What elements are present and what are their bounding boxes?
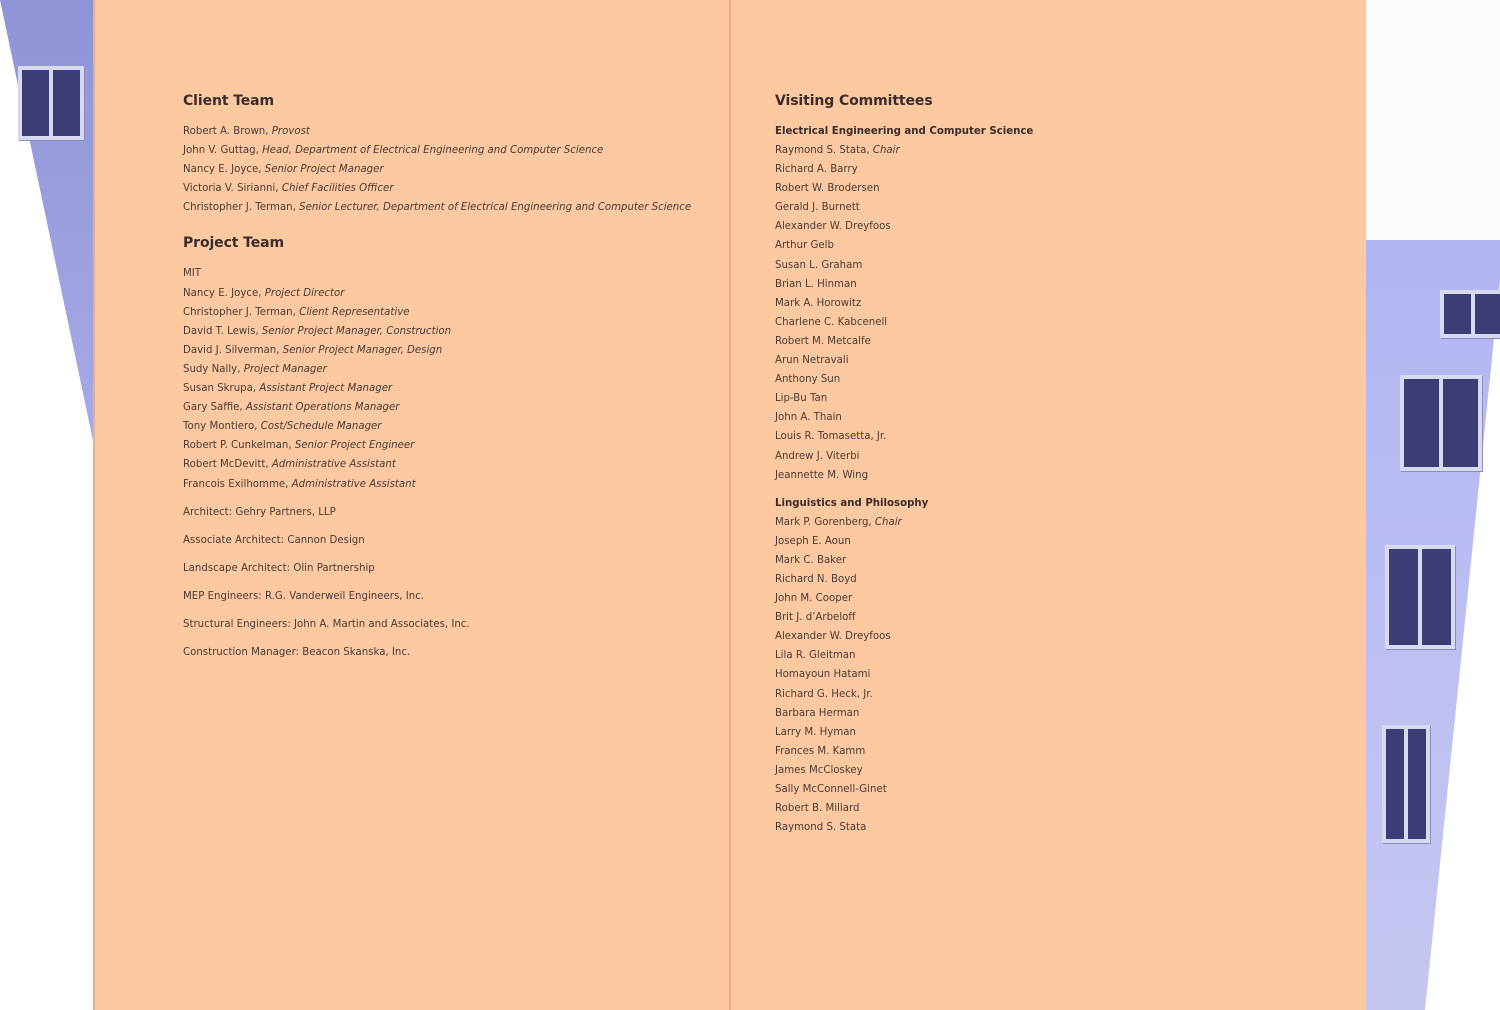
client-team-member: Nancy E. Joyce, Senior Project Manager: [183, 164, 384, 176]
eecs-member: Susan L. Graham: [775, 259, 863, 271]
left-page: [93, 0, 732, 1010]
window-left-top: [18, 66, 84, 140]
linguistics-member: Lila R. Gleitman: [775, 650, 856, 662]
white-margin-right: [1365, 0, 1500, 250]
eecs-member: Arun Netravali: [775, 355, 849, 367]
linguistics-member: Richard G. Heck, Jr.: [775, 688, 873, 700]
building-photo-left: [0, 0, 100, 1010]
member-name: Robert A. Brown: [183, 126, 266, 137]
linguistics-chair: Mark P. Gorenberg, Chair: [775, 516, 902, 528]
linguistics-chair-name: Mark P. Gorenberg: [775, 516, 869, 528]
client-team-heading: Client Team: [183, 93, 275, 109]
member-name: Robert P. Cunkelman: [183, 440, 289, 452]
visiting-committees-heading: Visiting Committees: [775, 93, 933, 109]
linguistics-member: Raymond S. Stata: [775, 822, 867, 834]
project-team-heading: Project Team: [183, 235, 284, 252]
member-role: Senior Project Manager, Construction: [261, 325, 452, 337]
project-team-member: Nancy E. Joyce, Project Director: [183, 287, 345, 299]
member-role: Assistant Project Manager: [259, 383, 393, 395]
member-role: Assistant Operations Manager: [245, 402, 400, 414]
eecs-member: John A. Thain: [775, 412, 842, 424]
eecs-committee-title: Electrical Engineering and Computer Science: [775, 126, 1034, 137]
project-team-member: David J. Silverman, Senior Project Manager, Design: [183, 344, 443, 356]
eecs-chair: Raymond S. Stata, Chair: [775, 145, 900, 156]
firm-credit: MEP Engineers: R.G. Vanderweil Engineers, Inc.: [183, 590, 425, 602]
project-team-member: Susan Skrupa, Assistant Project Manager: [183, 383, 393, 395]
linguistics-member: Frances M. Kamm: [775, 745, 866, 757]
linguistics-chair-role: Chair: [874, 516, 902, 528]
member-name: Susan Skrupa: [183, 383, 253, 395]
project-team-member: Christopher J. Terman, Client Representative: [183, 306, 410, 318]
linguistics-member: James McCloskey: [775, 764, 863, 776]
eecs-member: Arthur Gelb: [775, 240, 834, 252]
window-right-1: [1440, 290, 1500, 338]
project-team-member: David T. Lewis, Senior Project Manager, Construction: [183, 325, 452, 337]
firm-credit: Landscape Architect: Olin Partnership: [183, 562, 375, 574]
right-page-content: [775, 93, 1033, 837]
linguistics-member: Brit J. d’Arbeloff: [775, 612, 856, 624]
member-name: Gary Saffie: [183, 402, 240, 414]
member-role: Client Representative: [299, 306, 410, 318]
member-name: Christopher J. Terman: [183, 202, 293, 214]
client-team-member: John V. Guttag, Head, Department of Electrical Engineering and Computer Science: [183, 145, 604, 157]
firm-credit: Construction Manager: Beacon Skanska, Inc.: [183, 647, 411, 659]
right-page: [731, 0, 1366, 1010]
linguistics-member: Sally McConnell-Ginet: [775, 784, 887, 795]
window-right-3: [1385, 545, 1455, 649]
linguistics-member: Homayoun Hatami: [775, 669, 871, 681]
linguistics-member: John M. Cooper: [775, 593, 853, 605]
client-team-member: Victoria V. Sirianni, Chief Facilities Officer: [183, 183, 394, 195]
member-name: David J. Silverman: [183, 344, 277, 356]
eecs-member: Mark A. Horowitz: [775, 297, 862, 309]
project-team-list: [183, 284, 691, 494]
member-name: Nancy E. Joyce: [183, 164, 259, 176]
member-name: Robert McDevitt: [183, 459, 266, 471]
client-team-list: [183, 122, 691, 217]
member-role: Head, Department of Electrical Engineering and Computer Science: [262, 145, 604, 157]
client-team-member: Robert A. Brown, Provost: [183, 126, 310, 137]
eecs-chair-role: Chair: [872, 145, 900, 156]
linguistics-member: Barbara Herman: [775, 707, 860, 719]
linguistics-member: Robert B. Millard: [775, 803, 860, 815]
eecs-member: Jeannette M. Wing: [775, 469, 869, 481]
member-name: Sudy Nally: [183, 363, 238, 375]
project-team-member: Tony Montiero, Cost/Schedule Manager: [183, 421, 382, 433]
eecs-member: Andrew J. Viterbi: [775, 450, 860, 462]
eecs-member: Louis R. Tomasetta, Jr.: [775, 431, 887, 443]
eecs-member: Gerald J. Burnett: [775, 202, 860, 214]
window-right-4: [1382, 725, 1430, 843]
linguistics-member-list: [775, 532, 1033, 838]
project-team-member: Gary Saffie, Assistant Operations Manager: [183, 402, 400, 414]
eecs-member: Brian L. Hinman: [775, 278, 857, 290]
member-role: Chief Facilities Officer: [281, 183, 394, 195]
left-page-content: [183, 93, 691, 662]
member-role: Project Director: [264, 287, 345, 299]
eecs-member: Alexander W. Dreyfoos: [775, 221, 891, 233]
member-role: Senior Lecturer, Department of Electrical Engineering and Computer Science: [299, 202, 692, 214]
project-team-member: Robert P. Cunkelman, Senior Project Engineer: [183, 440, 415, 452]
linguistics-committee-title: Linguistics and Philosophy: [775, 497, 929, 509]
member-role: Administrative Assistant: [291, 478, 416, 490]
eecs-member: Anthony Sun: [775, 374, 841, 386]
firm-credit: Structural Engineers: John A. Martin and Associates, Inc.: [183, 618, 470, 630]
firm-list: [183, 494, 691, 663]
member-name: Nancy E. Joyce: [183, 287, 259, 299]
firm-credit: Architect: Gehry Partners, LLP: [183, 506, 336, 518]
project-team-org: MIT: [183, 268, 202, 280]
member-name: Francois Exilhomme: [183, 478, 286, 490]
linguistics-member: Alexander W. Dreyfoos: [775, 631, 891, 643]
member-name: Victoria V. Sirianni: [183, 183, 276, 195]
project-team-member: Sudy Nally, Project Manager: [183, 363, 327, 375]
eecs-member: Lip-Bu Tan: [775, 393, 828, 405]
eecs-member: Robert M. Metcalfe: [775, 335, 871, 347]
firm-credit: Associate Architect: Cannon Design: [183, 534, 365, 546]
project-team-member: Francois Exilhomme, Administrative Assistant: [183, 478, 416, 490]
eecs-member: Charlene C. Kabcenell: [775, 316, 888, 328]
client-team-member: Christopher J. Terman, Senior Lecturer, Department of Electrical Engineering and Computer Science: [183, 202, 692, 214]
window-right-2: [1400, 375, 1482, 471]
linguistics-member: Larry M. Hyman: [775, 726, 856, 738]
eecs-member: Robert W. Brodersen: [775, 183, 880, 195]
member-role: Cost/Schedule Manager: [260, 421, 382, 433]
member-name: Tony Montiero: [183, 421, 255, 433]
member-role: Provost: [271, 126, 310, 137]
member-role: Project Manager: [243, 363, 327, 375]
eecs-chair-name: Raymond S. Stata: [775, 145, 867, 156]
member-name: John V. Guttag: [183, 145, 256, 157]
member-role: Senior Project Engineer: [294, 440, 415, 452]
member-role: Administrative Assistant: [271, 459, 396, 471]
linguistics-member: Mark C. Baker: [775, 554, 847, 566]
member-role: Senior Project Manager, Design: [282, 344, 443, 356]
eecs-member: Richard A. Barry: [775, 164, 858, 176]
eecs-member-list: [775, 160, 1033, 485]
project-team-member: Robert McDevitt, Administrative Assistant: [183, 459, 396, 471]
member-name: David T. Lewis: [183, 325, 256, 337]
linguistics-member: Richard N. Boyd: [775, 573, 857, 585]
member-role: Senior Project Manager: [264, 164, 384, 176]
linguistics-member: Joseph E. Aoun: [775, 535, 851, 547]
member-name: Christopher J. Terman: [183, 306, 293, 318]
